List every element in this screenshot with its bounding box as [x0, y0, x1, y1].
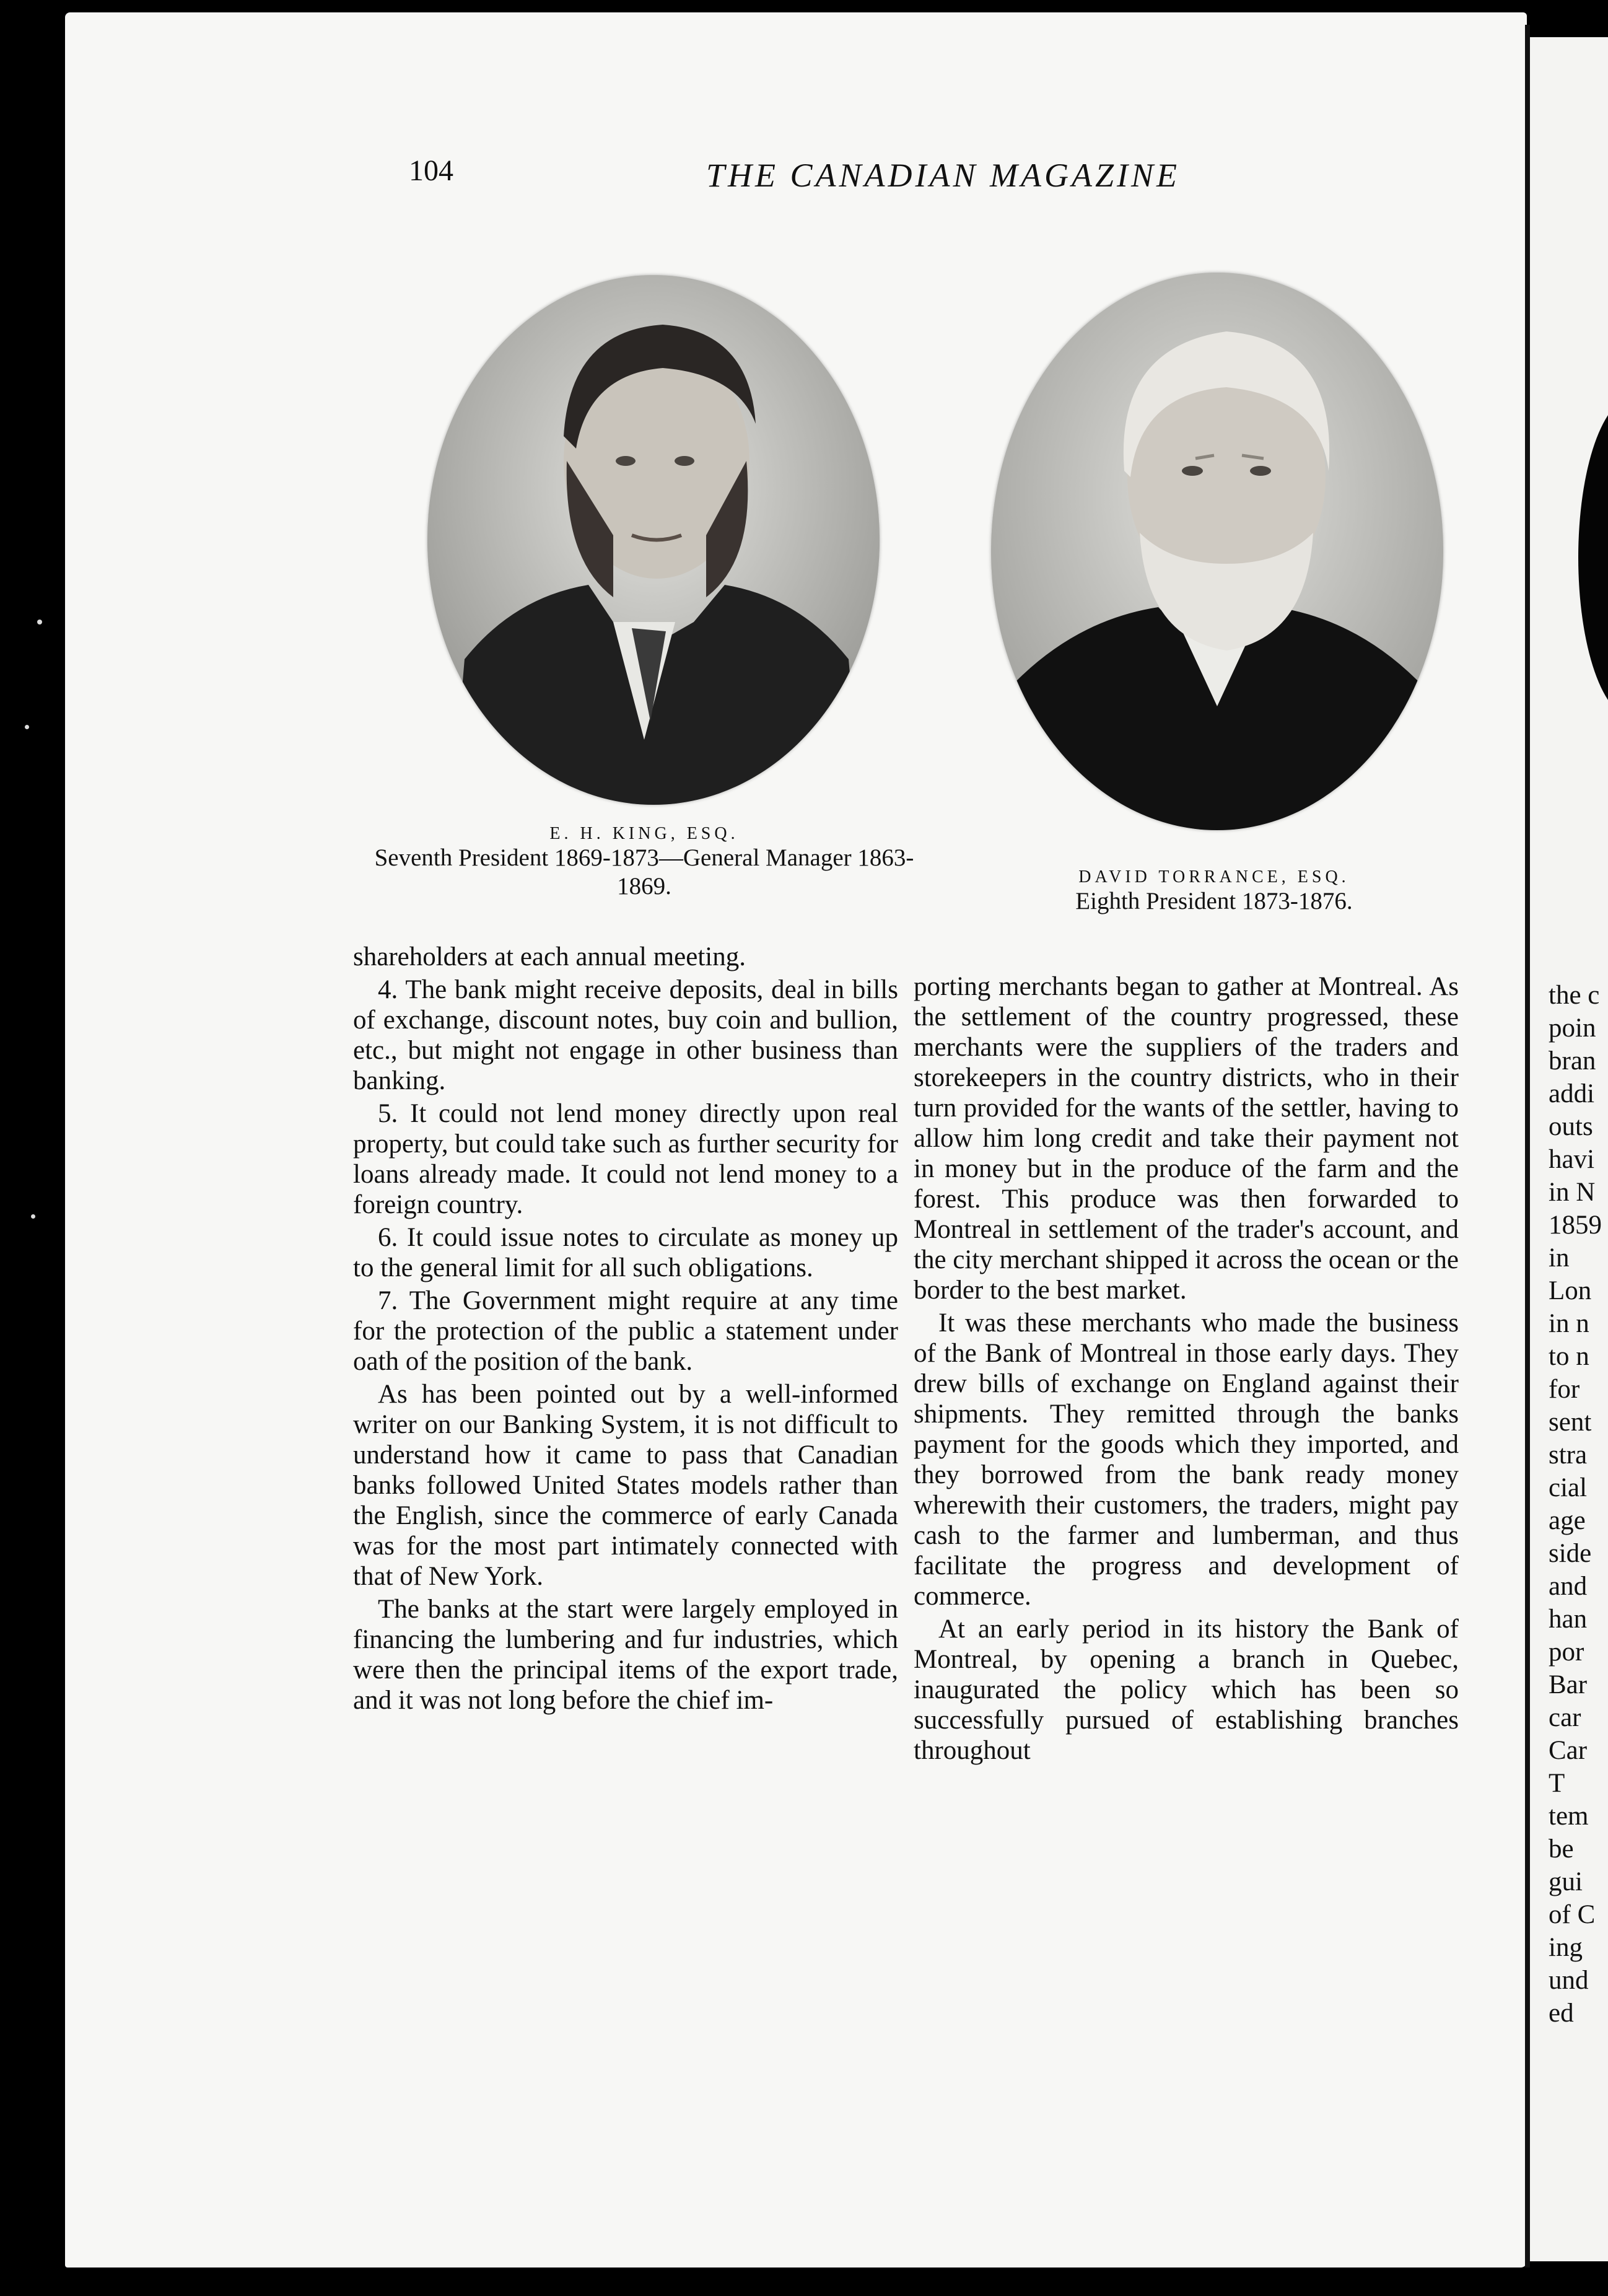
- line-fragment: havi: [1549, 1145, 1595, 1174]
- paragraph: As has been pointed out by a well-informed writer on our Banking System, it is not difficult to understand how it came to pass that Canadian banks followed United States models rather than the English, since the commerce of early Canada was for the most part intimately connected with that of New York.: [353, 1380, 898, 1591]
- line-fragment: in: [1549, 1243, 1570, 1273]
- paragraph: 4. The bank might receive deposits, deal in bills of exchange, discount notes, buy coin and bullion, etc., but might not engage in other business than banking.: [353, 975, 898, 1095]
- line-fragment: to n: [1549, 1342, 1589, 1371]
- caption-name: DAVID TORRANCE, ESQ.: [1078, 867, 1350, 887]
- text-column-left: [353, 942, 898, 1715]
- line-fragment: side: [1549, 1539, 1592, 1568]
- line-fragment: sent: [1549, 1408, 1592, 1437]
- portrait-photo-torrance: [991, 273, 1443, 830]
- line-fragment: for: [1549, 1375, 1580, 1404]
- line-fragment: of C: [1549, 1900, 1596, 1929]
- line-fragment: 1859: [1549, 1211, 1602, 1240]
- line-fragment: car: [1549, 1703, 1581, 1732]
- paragraph: It was these merchants who made the business of the Bank of Montreal in those early days. They drew bills of exchange on England against their shipments. They remitted through the banks payment for the goods which they imported, and they borrowed from the bank ready money wherewith their customers, the traders, might pay cash to the farmer and lumberman, and thus facilitate the progress and development of commerce.: [914, 1308, 1459, 1611]
- paragraph: porting merchants began to gather at Montreal. As the settlement of the country progressed, these merchants were the suppliers of the traders and storekeepers in the country districts, who in their turn provided for the wants of the settler, having to allow him long credit and take their payment not in money but in the produce of the farm and the forest. This produce was then forwarded to Montreal in settlement of the trader's account, and the city merchant shipped it across the ocean or the border to the best market.: [914, 972, 1459, 1305]
- scan-speck: [25, 725, 29, 729]
- paragraph: 7. The Government might require at any time for the protection of the public a statement under oath of the position of the bank.: [353, 1286, 898, 1376]
- line-fragment: the c: [1549, 981, 1600, 1010]
- caption-torrance: [966, 867, 1462, 916]
- line-fragment: outs: [1549, 1112, 1593, 1141]
- line-fragment: bran: [1549, 1046, 1596, 1076]
- line-fragment: addi: [1549, 1079, 1595, 1108]
- paragraph: 6. It could issue notes to circulate as money up to the general limit for all such obligations.: [353, 1223, 898, 1282]
- portrait-photo-king: [427, 275, 880, 805]
- line-fragment: poin: [1549, 1014, 1596, 1043]
- line-fragment: in n: [1549, 1309, 1589, 1338]
- line-fragment: por: [1549, 1637, 1584, 1667]
- text-column-middle: [914, 971, 1459, 1766]
- line-fragment: ed: [1549, 1999, 1574, 2028]
- line-fragment: and: [1549, 1572, 1588, 1601]
- line-fragment: Car: [1549, 1736, 1588, 1765]
- line-fragment: in N: [1549, 1178, 1596, 1207]
- line-fragment: age: [1549, 1506, 1586, 1535]
- page-number: 104: [409, 154, 453, 187]
- line-fragment: Bar: [1549, 1670, 1588, 1699]
- running-head: THE CANADIAN MAGAZINE: [706, 157, 1180, 194]
- line-fragment: Lon: [1549, 1276, 1592, 1305]
- line-fragment: ing: [1549, 1933, 1583, 1962]
- book-spine: [1525, 25, 1530, 2268]
- line-fragment: cial: [1549, 1473, 1588, 1502]
- line-fragment: be: [1549, 1834, 1574, 1864]
- paragraph: At an early period in its history the Bank of Montreal, by opening a branch in Quebec, inaugurated the policy which has been so successfully pursued of establishing branches throughout: [914, 1615, 1459, 1765]
- paragraph: shareholders at each annual meeting.: [353, 942, 746, 971]
- line-fragment: gui: [1549, 1867, 1583, 1896]
- line-fragment: T: [1549, 1769, 1565, 1798]
- caption-king: [372, 824, 917, 901]
- caption-role: Seventh President 1869-1873—General Manager 1863-1869.: [374, 844, 914, 900]
- text-column-right-fragments: [1549, 979, 1608, 2030]
- line-fragment: stra: [1549, 1440, 1588, 1470]
- caption-name: E. H. KING, ESQ.: [549, 824, 739, 843]
- scan-speck: [37, 620, 42, 624]
- line-fragment: tem: [1549, 1802, 1589, 1831]
- line-fragment: han: [1549, 1605, 1588, 1634]
- line-fragment: und: [1549, 1966, 1589, 1995]
- paragraph: The banks at the start were largely employed in financing the lumbering and fur industries, which were then the principal items of the export trade, and it was not long before the chief im-: [353, 1595, 898, 1715]
- scan-speck: [31, 1214, 35, 1219]
- caption-role: Eighth President 1873-1876.: [1075, 888, 1353, 914]
- paragraph: 5. It could not lend money directly upon real property, but could take such as further security for loans already made. It could not lend money to a foreign country.: [353, 1099, 898, 1219]
